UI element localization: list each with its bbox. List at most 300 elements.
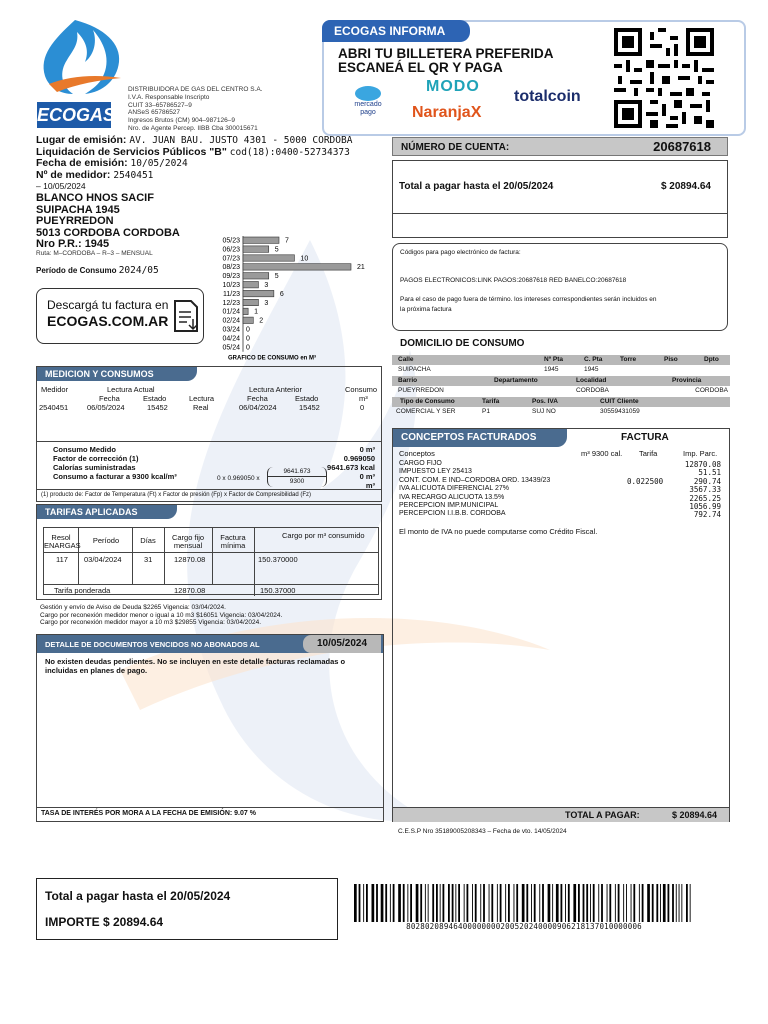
total-label: Total a pagar hasta el 20/05/2024 (399, 181, 554, 192)
company-line: DISTRIBUIDORA DE GAS DEL CENTRO S.A. (128, 86, 263, 93)
detalle-line: No existen deudas pendientes. No se incluyen en este detalle facturas reclamadas o (45, 657, 346, 666)
barcode-bar (548, 884, 551, 922)
barcode-bar (601, 884, 603, 922)
cell: 30559431059 (600, 408, 640, 415)
barcode-bar (372, 884, 375, 922)
barcode-bar (393, 884, 395, 922)
mercadopago-icon (355, 86, 381, 101)
barcode-bar (440, 884, 441, 922)
col-header: CUIT Cliente (600, 398, 639, 405)
promo-line2: ESCANEÁ EL QR Y PAGA (338, 60, 503, 75)
company-line: ANSeS 65786527 (128, 109, 181, 117)
concepto-label: IMPUESTO LEY 25413 (399, 468, 472, 476)
pond-m3: 150.37000 (260, 586, 296, 595)
barcode-bar (500, 884, 502, 922)
customer-zip-city: 5013 CORDOBA CORDOBA (36, 226, 180, 239)
barcode-bar (455, 884, 456, 922)
domicilio-title: DOMICILIO DE CONSUMO (400, 338, 525, 349)
line-label: Calorías suministradas (53, 463, 136, 472)
col-header: Medidor (41, 385, 69, 394)
chart-bar (243, 237, 279, 243)
codes-line1: PAGOS ELECTRONICOS:LINK PAGOS:20687618 RED BANELCO:20687618 (400, 277, 627, 284)
concepto-importe: 3567.33 (689, 485, 721, 495)
chart-tick-label: 05/23 (222, 237, 240, 245)
chart-title: GRAFICO DE CONSUMO en M³ (228, 355, 316, 362)
company-info (128, 86, 262, 133)
chart-data-label: 6 (279, 290, 284, 298)
barcode-bar (403, 884, 405, 922)
concepto-row (399, 468, 721, 476)
conceptos-list (399, 460, 721, 519)
medidor-label: Nº de medidor: (36, 168, 111, 181)
qr-code-icon[interactable] (614, 28, 714, 128)
col-header: Imp. Parc. (683, 449, 718, 458)
download-box[interactable] (36, 288, 204, 344)
ecogas-logo (35, 18, 125, 130)
note-line: Gestión y envío de Aviso de Deuda $2265 Vigencia: 03/04/2024. (40, 604, 226, 611)
customer-pr: Nro P.R.: 1945 (36, 238, 110, 250)
ruta: Ruta: M–CORDOBA – R–3 – MENSUAL (36, 250, 153, 257)
formula-den: 9300 (289, 478, 305, 485)
total-value: $ 20894.64 (660, 181, 711, 192)
detalle-text (45, 657, 345, 675)
fecha-value: 10/05/2024 (130, 158, 188, 169)
total-pagar-label: TOTAL A PAGAR: (565, 810, 640, 820)
account-number-box (392, 137, 728, 156)
barcode-bar (568, 884, 570, 922)
consumo-lines (53, 445, 177, 481)
chart-data-label: 0 (246, 344, 250, 352)
total-pagar-bar (393, 807, 729, 822)
cell: COMERCIAL Y SER (396, 408, 456, 415)
barcode-bar (483, 884, 485, 922)
chart-bar (243, 246, 269, 252)
chart-bar (243, 273, 269, 279)
barcode-bar (609, 884, 611, 922)
chart-tick-label: 10/23 (222, 282, 240, 289)
barcode-bar (539, 884, 540, 922)
cell: 12870.08 (174, 555, 206, 564)
stub-line2: IMPORTE $ 20894.64 (45, 915, 164, 929)
barcode-bar (639, 884, 640, 922)
barcode-bar (686, 884, 688, 922)
cell: SUJ NO (532, 408, 556, 415)
barcode-icon (352, 884, 696, 922)
cell: 0 (360, 403, 365, 412)
consumo-values (327, 445, 375, 490)
barcode-bar (416, 884, 419, 922)
pond-label: Tarifa ponderada (54, 586, 111, 595)
totalcoin-logo: totalcoin (514, 88, 581, 105)
barcode-bar (552, 884, 553, 922)
concepto-label: CARGO FIJO (399, 460, 442, 467)
issue-info (36, 135, 376, 193)
col-header: Factura mínima (220, 533, 246, 550)
chart-data-label: 5 (274, 273, 279, 281)
col-header: C. Pta (584, 356, 603, 363)
tarifas-table (43, 527, 379, 595)
barcode-bar (436, 884, 438, 922)
domicilio-table (392, 355, 730, 418)
col-subheader: m³ (359, 394, 368, 403)
barcode-bar (514, 884, 515, 922)
chart-data-label: 2 (259, 317, 264, 325)
codes-line2: Para el caso de pago fuera de término. los intereses correspondientes serán incluidos en (400, 296, 657, 303)
concepto-tarifa: 0.022500 (627, 476, 664, 486)
barcode-bar (452, 884, 454, 922)
col-subheader: Fecha (247, 394, 268, 403)
col-subheader: Estado (295, 394, 319, 403)
barcode-bar (531, 884, 532, 922)
customer-name: BLANCO HNOS SACIF (36, 192, 154, 204)
tasa-interes: TASA DE INTERÉS POR MORA A LA FECHA DE EMISIÓN: 9.07 % (41, 810, 256, 817)
barcode-bar (491, 884, 493, 922)
note-line: Cargo por reconexión medidor mayor a 10 m3 $29855 Vigencia: 03/04/2024. (40, 619, 262, 626)
barcode-bar (398, 884, 401, 922)
liq-label: Liquidación de Servicios Públicos "B" (36, 145, 227, 158)
col-header: Localidad (576, 377, 607, 384)
conceptos-title: CONCEPTOS FACTURADOS (393, 429, 567, 447)
chart-data-label: 10 (300, 255, 309, 263)
barcode-bar (381, 884, 384, 922)
col-header: Tarifa (639, 449, 658, 458)
promo-badge: ECOGAS INFORMA (322, 20, 470, 42)
promo-box (322, 20, 746, 136)
medicion-box (36, 366, 382, 502)
barcode-bar (652, 884, 654, 922)
barcode-bar (428, 884, 429, 922)
total-pagar-value: $ 20894.64 (671, 810, 717, 820)
cell: P1 (482, 408, 490, 415)
barcode-bar (642, 884, 644, 922)
concepto-importe: 2265.25 (689, 493, 721, 503)
cell: 2540451 (39, 403, 69, 412)
col-header: Días (140, 536, 156, 545)
col-header: Calle (398, 356, 414, 363)
barcode-bar (623, 884, 624, 922)
chart-data-label: 0 (246, 335, 250, 343)
naranjax-logo: NaranjaX (412, 104, 482, 121)
concepto-label: PERCEPCION I.I.B.B. CORDOBA (399, 510, 506, 518)
concepto-row (399, 510, 721, 518)
line-value: 0.969050 (343, 454, 375, 463)
tarifas-notes (40, 604, 282, 627)
concepto-row (399, 477, 721, 485)
barcode-bar (385, 884, 387, 922)
col-subheader: Estado (143, 394, 167, 403)
col-header: Lectura Anterior (249, 385, 302, 394)
barcode-bar (672, 884, 674, 922)
barcode-bar (505, 884, 506, 922)
download-line1: Descargá tu factura en (47, 298, 169, 312)
barcode-bar (534, 884, 536, 922)
barcode-bar (472, 884, 473, 922)
chart-tick-label: 09/23 (222, 273, 240, 281)
barcode-bar (480, 884, 481, 922)
barcode-bar (458, 884, 460, 922)
chart-bar (243, 264, 351, 270)
line-value: 0 m³ (359, 445, 375, 454)
detalle-date: 10/05/2024 (303, 635, 381, 653)
domicilio-header-1 (392, 355, 730, 365)
col-header: Período (92, 536, 120, 545)
customer-block (36, 193, 180, 251)
flame-logo-icon (35, 18, 125, 98)
cell: 06/04/2024 (239, 403, 277, 412)
cell: 15452 (299, 403, 320, 412)
col-header: Nº Pta (544, 356, 563, 363)
col-header: Barrio (398, 377, 418, 384)
col-header: Departamento (494, 377, 538, 384)
formula-fraction (267, 467, 327, 487)
barcode-bar (565, 884, 566, 922)
chart-data-label: 3 (264, 299, 269, 307)
customer-city: PUEYRREDON (36, 215, 114, 227)
concepto-importe: 12870.08 (684, 460, 721, 469)
detalle-title: DETALLE DE DOCUMENTOS VENCIDOS NO ABONADOS AL (45, 640, 260, 649)
col-header: Pos. IVA (532, 398, 558, 405)
periodo-label: Período de Consumo (36, 266, 117, 275)
conceptos-box (392, 428, 730, 822)
barcode-bar (542, 884, 544, 922)
barcode-bar (679, 884, 680, 922)
chart-tick-label: 02/24 (222, 317, 240, 325)
company-line: Nro. de Agente Percep. IIBB Cba 300015671 (128, 124, 258, 132)
barcode-bar (681, 884, 682, 922)
barcode-bar (660, 884, 661, 922)
barcode-bar (410, 884, 412, 922)
col-header: Consumo (345, 385, 378, 394)
col-header: Tipo de Consumo (400, 398, 455, 405)
barcode-bar (522, 884, 525, 922)
stub-line1: Total a pagar hasta el 20/05/2024 (45, 889, 231, 903)
chart-data-label: 0 (246, 326, 250, 334)
cell: CORDOBA (576, 387, 609, 394)
payment-codes-box (392, 243, 728, 331)
concepto-importe: 1056.99 (689, 501, 721, 511)
concepto-row (399, 494, 721, 502)
chart-tick-label: 01/24 (222, 308, 240, 316)
cell: 03/04/2024 (84, 555, 122, 564)
barcode-bar (366, 884, 368, 922)
medicion-note: (1) producto de: Factor de Temperatura (Ft) x Factor de presión (Fp) x Factor de Compresibilidad (Fz) (41, 492, 311, 498)
chart-tick-label: 05/24 (222, 344, 240, 352)
medicion-title: MEDICION Y CONSUMOS (37, 367, 197, 381)
chart-tick-label: 04/24 (222, 335, 240, 343)
barcode-bar (607, 884, 608, 922)
download-link[interactable]: ECOGAS.COM.AR (47, 313, 169, 329)
barcode-bar (647, 884, 650, 922)
cell: 1945 (544, 366, 559, 373)
barcode-bar (467, 884, 469, 922)
barcode-bar (583, 884, 585, 922)
barcode-bar (443, 884, 445, 922)
col-subheader: Lectura (189, 394, 215, 403)
col-header: Tarifa (482, 398, 500, 405)
barcode-bar (420, 884, 422, 922)
col-header: Cargo fijo mensual (171, 533, 205, 550)
barcode-bar (668, 884, 670, 922)
barcode-bar (363, 884, 364, 922)
chart-data-label: 3 (264, 282, 269, 289)
col-header: Piso (664, 356, 678, 363)
mercadopago-text: mercado (354, 101, 382, 108)
medidor-date: – 10/05/2024 (36, 181, 86, 191)
concepto-label: CONT. COM. E IND–CORDOBA ORD. 13439/23 (399, 476, 551, 484)
col-header: Cargo por m³ consumido (282, 531, 365, 540)
tarifas-box (36, 504, 382, 600)
concepto-importe: 290.74 (693, 476, 721, 486)
concepto-row (399, 460, 721, 468)
promo-line1: ABRI TU BILLETERA PREFERIDA (338, 46, 554, 61)
chart-bar (243, 317, 253, 323)
domicilio-row-1 (392, 365, 730, 376)
barcode-bar (618, 884, 620, 922)
tarifas-title: TARIFAS APLICADAS (37, 505, 177, 519)
customer-street: SUIPACHA 1945 (36, 203, 120, 216)
barcode-bar (425, 884, 426, 922)
logo-text: ECOGAS (37, 102, 111, 128)
col-header: Conceptos (399, 449, 435, 458)
chart-tick-label: 03/24 (222, 326, 240, 334)
col-header: Lectura Actual (107, 385, 155, 394)
chart-tick-label: 06/23 (222, 246, 240, 254)
factura-label: FACTURA (621, 432, 669, 443)
concepto-row (399, 485, 721, 493)
cell: 06/05/2024 (87, 403, 125, 412)
chart-bar (243, 255, 294, 261)
account-label: NÚMERO DE CUENTA: (401, 142, 510, 153)
barcode-bar (526, 884, 528, 922)
cell: 15452 (147, 403, 168, 412)
line-label: Consumo Medido (53, 445, 116, 454)
barcode-bar (626, 884, 627, 922)
barcode-bar (663, 884, 666, 922)
line-label: Factor de corrección (1) (53, 454, 139, 463)
liq-value: cod(18):0400-52734373 (229, 146, 350, 158)
chart-tick-label: 08/23 (222, 264, 240, 272)
barcode-bar (676, 884, 677, 922)
domicilio-header-2 (392, 376, 730, 386)
chart-data-label: 1 (254, 308, 259, 316)
barcode-bar (359, 884, 361, 922)
formula-text: 0 x 0.969050 x (217, 475, 260, 482)
barcode-bar (376, 884, 378, 922)
detalle-line: incluidas en planes de pago. (45, 666, 148, 675)
domicilio-header-3 (392, 397, 730, 407)
mercadopago-logo (346, 86, 390, 120)
chart-bar (243, 290, 274, 296)
barcode-bar (354, 884, 357, 922)
cell: 31 (144, 555, 153, 564)
concepto-row (399, 502, 721, 510)
col-header: Resol ENARGAS (44, 533, 81, 550)
chart-bar (243, 308, 248, 314)
modo-logo: MODO (426, 78, 480, 95)
concepto-importe: 51.51 (698, 468, 721, 478)
chart-data-label: 7 (285, 237, 289, 245)
concepto-label: IVA RECARGO ALICUOTA 13.5% (399, 493, 505, 501)
chart-tick-label: 12/23 (222, 299, 240, 307)
barcode-bar (516, 884, 518, 922)
account-value: 20687618 (653, 139, 711, 154)
barcode-bar (508, 884, 510, 922)
cell: PUEYRREDON (398, 387, 444, 394)
pond-fijo: 12870.08 (174, 586, 206, 595)
col-subheader: Fecha (99, 394, 120, 403)
consumption-chart (210, 234, 380, 362)
line-value: 0 m³ (359, 472, 375, 481)
domicilio-row-3 (392, 407, 730, 418)
barcode-bar (556, 884, 559, 922)
medidor-row (36, 170, 376, 182)
medidor-value: 2540451 (113, 169, 154, 181)
concepto-label: IVA ALICUOTA DIFERENCIAL 27% (399, 485, 509, 493)
barcode-bar (631, 884, 632, 922)
company-line: CUIT 33–65786527–9 (128, 101, 192, 109)
barcode-bar (656, 884, 658, 922)
line-label: Consumo a facturar a 9300 kcal/m³ (53, 472, 177, 481)
line-value: 9641.673 kcal (327, 463, 375, 472)
detalle-header (37, 635, 383, 653)
col-header: m³ 9300 cal. (581, 449, 623, 458)
periodo-value: 2024/05 (118, 265, 159, 276)
invoice-download-icon (173, 299, 201, 335)
iva-note: El monto de IVA no puede computarse como Crédito Fiscal. (399, 527, 598, 536)
barcode-bar (573, 884, 576, 922)
total-box (392, 160, 728, 238)
barcode-bar (590, 884, 591, 922)
concepto-importe: 792.74 (693, 510, 721, 520)
barcode-bar (586, 884, 588, 922)
concepto-label: PERCEPCION IMP.MUNICIPAL (399, 501, 499, 509)
barcode-bar (464, 884, 465, 922)
formula-num: 9641.673 (268, 467, 326, 477)
cell: 1945 (584, 366, 599, 373)
col-header: Dpto (704, 356, 719, 363)
barcode-bar (432, 884, 434, 922)
chart-bar (243, 299, 258, 305)
detalle-box (36, 634, 384, 822)
col-header: Torre (620, 356, 637, 363)
note-line: Cargo por reconexión medidor menor o igual a 10 m3 $16051 Vigencia: 03/04/2024. (40, 611, 283, 619)
barcode-bar (448, 884, 450, 922)
chart-tick-label: 11/23 (223, 290, 240, 298)
col-header: Provincia (672, 377, 702, 384)
domicilio-row-2 (392, 386, 730, 397)
cesp-line: C.E.S.P Nro 35189005208343 – Fecha de vto. 14/05/2024 (398, 828, 567, 835)
payment-stub (36, 878, 338, 940)
fecha-label: Fecha de emisión: (36, 157, 128, 169)
chart-data-label: 5 (274, 246, 279, 254)
barcode-bar (578, 884, 580, 922)
barcode-bar (407, 884, 408, 922)
cell: 150.370000 (258, 555, 298, 564)
barcode-bar (615, 884, 616, 922)
cell: 117 (56, 555, 68, 564)
codes-line3: la próxima factura (400, 306, 452, 313)
company-line: Ingresos Brutos (CM) 904–987126–9 (128, 117, 235, 125)
barcode-bar (561, 884, 563, 922)
lugar-label: Lugar de emisión: (36, 134, 127, 146)
cell: CORDOBA (695, 387, 728, 394)
mercadopago-text: pago (360, 109, 376, 116)
barcode-bar (497, 884, 498, 922)
barcode-bar (633, 884, 635, 922)
chart-tick-label: 07/23 (222, 255, 240, 263)
lugar-value: AV. JUAN BAU. JUSTO 4301 - 5000 CORDOBA (129, 135, 353, 146)
barcode-bar (598, 884, 599, 922)
